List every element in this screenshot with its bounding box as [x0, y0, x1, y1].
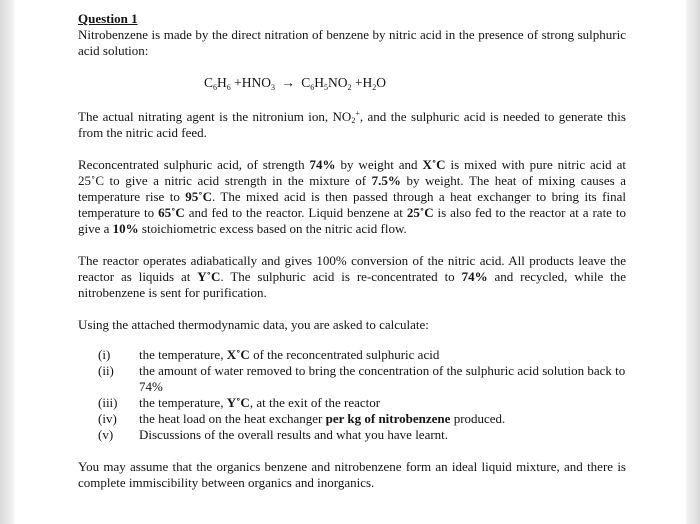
using-paragraph: Using the attached thermodynamic data, you are asked to calculate: — [78, 317, 429, 332]
reaction-equation: $C_6H_6 +HNO_3 \to C_6H_5NO_2 +H_2O$ — [204, 75, 387, 92]
list-item: (i) the temperature, X˚C of the reconcentrated sulphuric acid — [98, 347, 440, 362]
page-edge-left — [0, 0, 14, 524]
intro-paragraph: Nitrobenzene is made by the direct nitration of benzene by nitric acid in the presence of strong sulphuric acid solution: — [78, 27, 626, 58]
page-edge-right — [686, 0, 700, 524]
document-content — [78, 11, 626, 491]
reactor-paragraph: The reactor operates adiabatically and gives 100% conversion of the nitric acid. All products leave the reactor as liquids at Y˚C. The sulphuric acid is re-concentrated to 74% and recycled, while the nitrobenzene is sent for purification. — [78, 253, 627, 300]
list-item: (iii) the temperature, Y˚C, at the exit of the reactor — [98, 395, 381, 410]
reaction-arrow-icon: → — [281, 75, 295, 90]
document-page — [14, 0, 686, 524]
list-item: (ii) the amount of water removed to bring the concentration of the sulphuric acid solution back to 74% — [98, 363, 626, 394]
question-title: Question 1 — [78, 11, 138, 26]
reconcentration-paragraph: Reconcentrated sulphuric acid, of strength 74% by weight and X˚C is mixed with pure nitric acid at 25˚C to give a nitric acid strength in the mixture of 7.5% by weight. The heat of mixing causes a temperature rise to 95˚C. The mixed acid is then passed through a heat exchanger to bring its final temperature to 65˚C and fed to the reactor. Liquid benzene at 25˚C is also fed to the reactor at a rate to give a 10% stoichiometric excess based on the nitric acid flow. — [78, 157, 627, 236]
list-item: (v) Discussions of the overall results and what you have learnt. — [98, 427, 449, 442]
assumption-paragraph: You may assume that the organics benzene and nitrobenzene form an ideal liquid mixture, and there is complete immiscibility between organics and inorganics. — [78, 459, 626, 490]
task-list — [78, 347, 626, 443]
nitronium-paragraph: The actual nitrating agent is the nitronium ion, $NO_2^+$, and the sulphuric acid is needed to generate this from the nitric acid feed. — [78, 109, 626, 140]
list-item: (iv) the heat load on the heat exchanger per kg of nitrobenzene produced. — [98, 411, 506, 426]
